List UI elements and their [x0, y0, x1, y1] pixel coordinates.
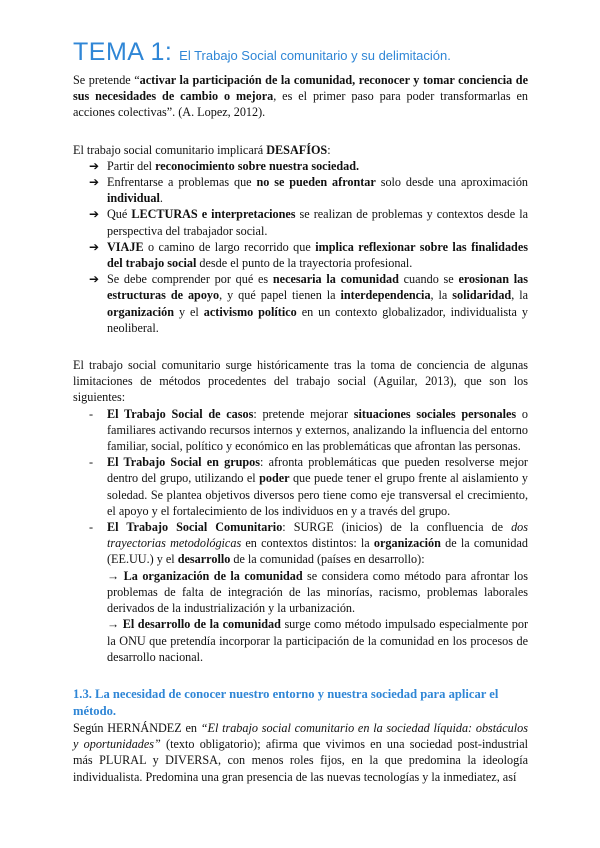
list-item: ➔ Partir del reconocimiento sobre nuestra sociedad.: [89, 158, 360, 173]
intro-paragraph: Se pretende “activar la participación de la comunidad, reconocer y tomar conciencia de sus necesidades de cambio o mejora, es el primer paso para poder transformarlas en acciones colectivas”. (A. Lopez, 2012).: [73, 73, 528, 120]
page-title: [73, 40, 528, 68]
dash-bullet: -: [89, 520, 94, 535]
section-heading: 1.3. La necesidad de conocer nuestro entorno y nuestra sociedad para aplicar el método.: [73, 686, 499, 718]
desafios-lead: El trabajo social comunitario implicará DESAFÍOS:: [73, 142, 331, 157]
historia-lead: El trabajo social comunitario surge históricamente tras la toma de conciencia de algunas limitaciones de métodos procedentes del trabajo social (Aguilar, 2013), que son los siguientes:: [73, 358, 528, 405]
sub-item-desarrollo: → El desarrollo de la comunidad surge como método impulsado especialmente por la ONU que pretendía incorporar la participación de la comunidad en los procesos de desarrollo nacional.: [107, 617, 528, 664]
dash-bullet: -: [89, 455, 94, 470]
sub-item-organizacion: → La organización de la comunidad se considera como método para afrontar los problemas de falta de integración de las minorías, racismo, problemas laborales derivados de la industrialización y la urbanización.: [107, 568, 528, 616]
list-item: - El Trabajo Social en grupos: afronta problemáticas que pueden resolverse mejor dentro del grupo, utilizando el poder que puede tener el grupo frente al aislamiento y soledad. Se plantea objetivos diversos pero tiene como eje transversal el crecimiento, el apoyo y el fortalecimiento de los individuos en y a través del grupo.: [89, 455, 528, 518]
arrow-icon: ➔: [89, 272, 100, 287]
list-item: - El Trabajo Social de casos: pretende mejorar situaciones sociales personales o familiares activando recursos internos y externos, analizando la influencia del entorno familiar, social, político y económico en las problemáticas que afrontan las personas.: [89, 406, 528, 454]
list-item: ➔ Qué LECTURAS e interpretaciones se realizan de problemas y contextos desde la perspectiva del trabajador social.: [89, 207, 528, 238]
tema-subtitle: El Trabajo Social comunitario y su delimitación.: [179, 48, 451, 63]
metodos-list: [73, 406, 528, 665]
arrow-icon: ➔: [89, 158, 100, 173]
seccion-paragraph: Según HERNÁNDEZ en “El trabajo social comunitario en la sociedad líquida: obstáculos y oportunidades” (texto obligatorio); afirma que vivimos en una sociedad post-industrial más PLURAL y DIVERSA, con menos roles fijos, en la que predomina la ideología individualista. Predomina una gran presencia de las nuevas tecnologías y la inmediatez, así: [73, 720, 528, 784]
desafios-list: [73, 158, 528, 336]
arrow-icon: ➔: [89, 207, 100, 222]
list-item: ➔ Se debe comprender por qué es necesaria la comunidad cuando se erosionan las estructuras de apoyo, y qué papel tienen la interdependencia, la solidaridad, la organización y el activismo político en un contexto globalizador, individualista y neoliberal.: [89, 272, 529, 335]
tema-label: TEMA 1:: [73, 38, 173, 66]
dash-bullet: -: [89, 406, 94, 421]
document-body: [73, 40, 528, 785]
arrow-icon: ➔: [89, 239, 100, 254]
list-item: - El Trabajo Social Comunitario: SURGE (inicios) de la confluencia de dos trayectorias metodológicas en contextos distintos: la organización de la comunidad (EE.UU.) y el desarrollo de la comunidad (países en desarrollo): → La organización de la comunidad se considera como método para afrontar los problemas de falta de integración de las minorías, racismo, problemas laborales derivados de la industrialización y la urbanización. → El desarrollo de la comunidad surge como método impulsado especialmente por la ONU que pretendía incorporar la participación de la comunidad en los procesos de desarrollo nacional.: [89, 520, 528, 664]
list-item: ➔ Enfrentarse a problemas que no se pueden afrontar solo desde una aproximación individual.: [89, 175, 529, 206]
list-item: ➔ VIAJE o camino de largo recorrido que implica reflexionar sobre las finalidades del trabajo social desde el punto de la trayectoria profesional.: [89, 239, 528, 271]
arrow-icon: ➔: [89, 175, 100, 190]
